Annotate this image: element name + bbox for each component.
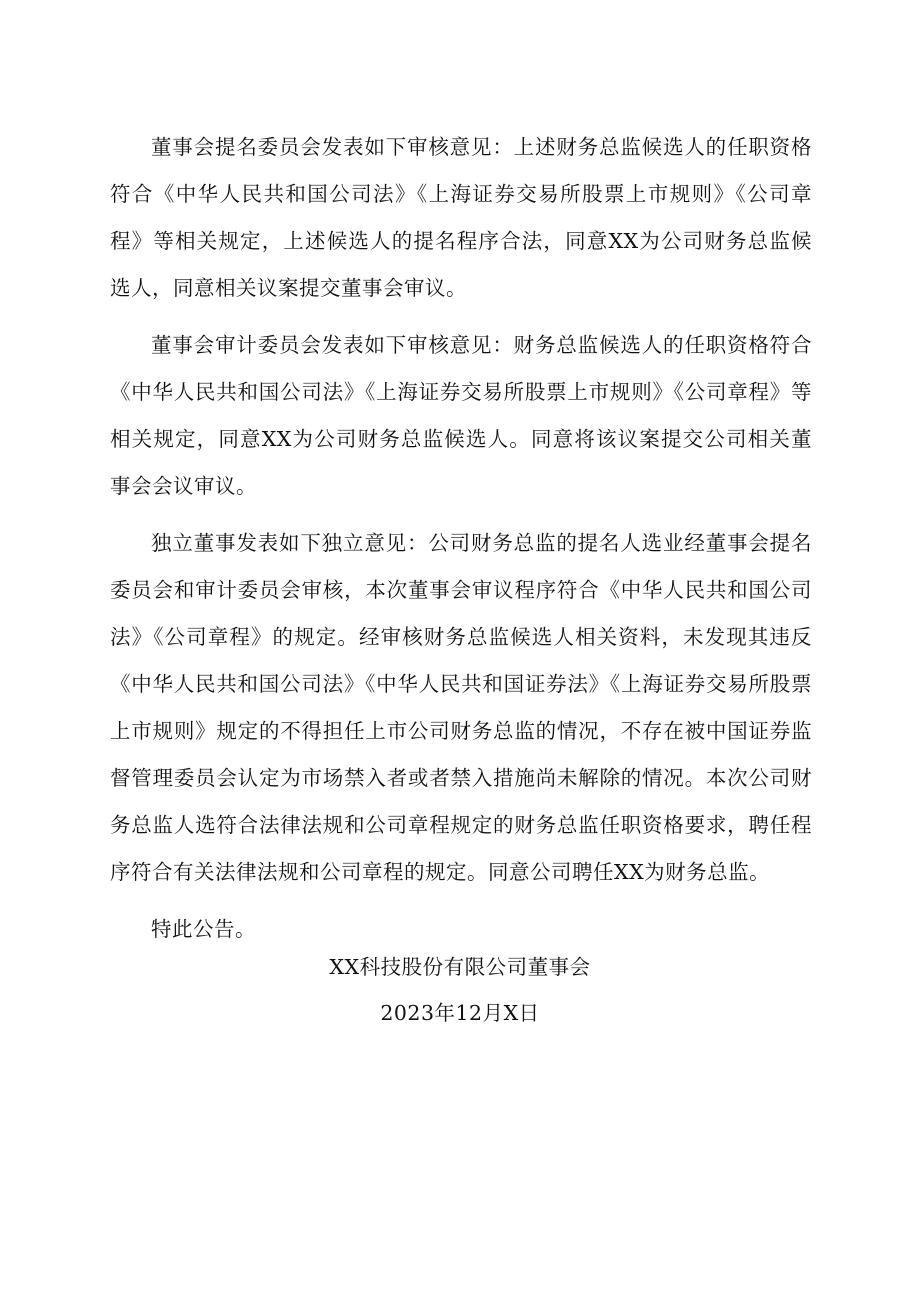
paragraph-audit-committee-opinion: 董事会审计委员会发表如下审核意见：财务总监候选人的任职资格符合《中华人民共和国公司法》《上海证券交易所股票上市规则》《公司章程》等相关规定，同意XX为公司财务总监候选人。同意将该议案提交公司相关董事会会议审议。	[110, 333, 812, 498]
signature-date: 2023年12月X日	[380, 1001, 540, 1025]
paragraph-independent-director-opinion: 独立董事发表如下独立意见：公司财务总监的提名人选业经董事会提名委员会和审计委员会审核，本次董事会审议程序符合《中华人民共和国公司法》《公司章程》的规定。经审核财务总监候选人相关资料，未发现其违反《中华人民共和国公司法》《中华人民共和国证券法》《上海证券交易所股票上市规则》规定的不得担任上市公司财务总监的情况，不存在被中国证券监督管理委员会认定为市场禁入者或者禁入措施尚未解除的情况。本次公司财务总监人选符合法律法规和公司章程规定的财务总监任职资格要求，聘任程序符合有关法律法规和公司章程的规定。同意公司聘任XX为财务总监。	[110, 531, 812, 884]
document-body	[110, 124, 812, 953]
signature-company: XX科技股份有限公司董事会	[329, 955, 591, 979]
closing-statement: 特此公告。	[151, 917, 256, 941]
paragraph-nomination-committee-opinion: 董事会提名委员会发表如下审核意见：上述财务总监候选人的任职资格符合《中华人民共和国公司法》《上海证券交易所股票上市规则》《公司章程》等相关规定，上述候选人的提名程序合法，同意XX为公司财务总监候选人，同意相关议案提交董事会审议。	[110, 135, 812, 300]
